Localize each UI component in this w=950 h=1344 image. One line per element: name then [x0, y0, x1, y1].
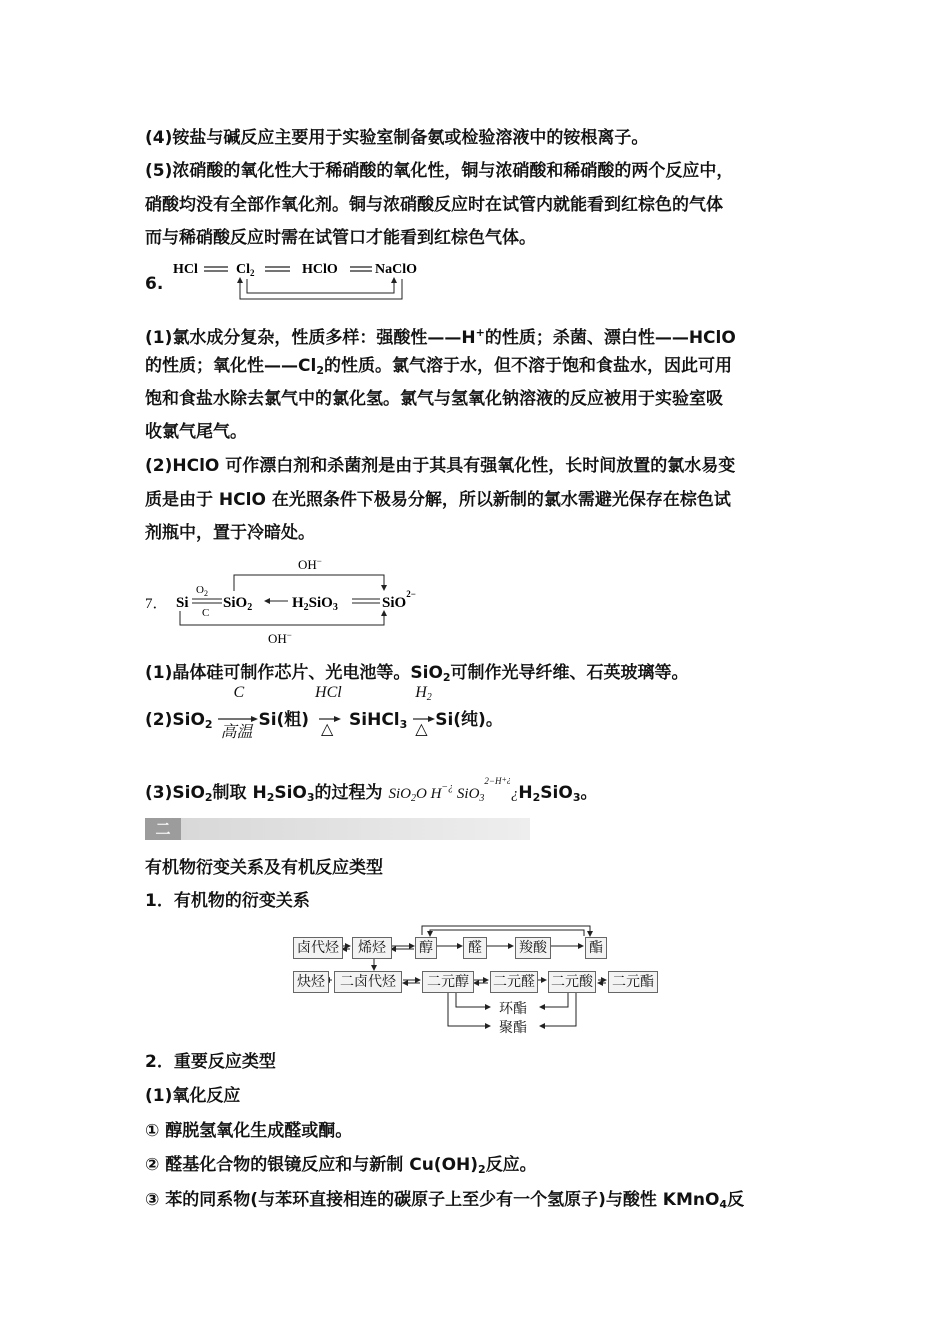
arrow-hcl-heat: HCl △ [315, 684, 342, 738]
para-6-2-line-3: 剂瓶中，置于冷暗处。 [145, 523, 315, 543]
oh-top-label: OH− [298, 556, 322, 572]
silicon-diagram [170, 553, 440, 648]
para-6-2-line-2: 质是由于 HClO 在光照条件下极易分解，所以新制的氯水需避光保存在棕色试 [145, 490, 731, 510]
paragraph-4: (4)铵盐与碱反应主要用于实验室制备氨或检验溶液中的铵根离子。 [145, 128, 649, 148]
oh-bottom-label: OH− [268, 630, 292, 646]
formula-sio2: SiO$_2$O H−¿ SiO$_3^{2-H+¿}$¿ [388, 775, 519, 804]
node-aldehyde: 醛 [463, 937, 487, 959]
paragraph-5-line-2: 硝酸均没有全部作氧化剂。铜与浓硝酸反应时在试管内就能看到红棕色的气体 [145, 195, 723, 215]
sio2-label: SiO$_2$ [223, 595, 253, 613]
section-title: 有机物衍变关系及有机反应类型 [145, 858, 383, 878]
node-diester: 二元酯 [608, 971, 658, 993]
node-alcohol: 醇 [415, 937, 437, 959]
hcl-label: HCl [173, 262, 198, 277]
para-6-1-line-4: 收氯气尾气。 [145, 422, 247, 442]
paragraph-5-line-1: (5)浓硝酸的氧化性大于稀硝酸的氧化性，铜与浓硝酸和稀硝酸的两个反应中， [145, 161, 734, 181]
cl2-label: $Cl_2$ [236, 262, 255, 278]
section-tag: 二 [145, 818, 181, 840]
para-7-2: (2)SiO$_2$ C 高温 Si(粗) HCl △ SiHCl$_3$ H2 △ Si(纯)。 [145, 684, 503, 741]
node-ester: 酯 [585, 937, 607, 959]
para-7-1: (1)晶体硅可制作芯片、光电池等。SiO$_2$可制作光导纤维、石英玻璃等。 [145, 663, 689, 684]
item-6-number: 6. [145, 274, 164, 294]
arrow-c-high-temp: C 高温 [218, 710, 258, 730]
subheading-1: 1．有机物的衍变关系 [145, 891, 310, 911]
subheading-2: 2．重要反应类型 [145, 1052, 276, 1072]
si-label: Si [176, 595, 189, 611]
oxidation-item-2: ② 醛基化合物的银镜反应和与新制 $Cu(OH)_2$反应。 [145, 1155, 537, 1176]
h2sio3-label: $H_2SiO_3$ [292, 595, 338, 613]
chlorine-diagram [170, 255, 430, 305]
paragraph-5-line-3: 而与稀硝酸反应时需在试管口才能看到红棕色气体。 [145, 228, 536, 248]
node-alkyne: 炔烃 [293, 971, 329, 993]
node-alkene: 烯烃 [352, 937, 392, 959]
arrow-h2-heat: H2 △ [413, 710, 435, 730]
para-7-3: (3)SiO$_2$制取 $H_2SiO_3$的过程为 SiO$_2$O H−¿ $SiO_3^{2-H+¿}¿H_2SiO_3$。 [145, 775, 598, 804]
oxidation-item-3: ③ 苯的同系物(与苯环直接相连的碳原子上至少有一个氢原子)与酸性 KMnO$_4$反 [145, 1190, 745, 1211]
para-6-1-line-2: 的性质；氧化性$——Cl_2$的性质。氯气溶于水，但不溶于饱和食盐水，因此可用 [145, 356, 732, 377]
hclo-label: HClO [302, 262, 338, 277]
node-polyester: 聚酯 [499, 1020, 527, 1036]
node-diacid: 二元酸 [548, 971, 596, 993]
node-carboxylic-acid: 羧酸 [515, 937, 551, 959]
o2-label: $O_2$ [196, 584, 208, 598]
naclo-label: NaClO [375, 262, 417, 277]
item-7-number: 7． [145, 596, 168, 612]
node-diol: 二元醇 [422, 971, 474, 993]
section-bar [145, 818, 530, 840]
para-6-1-line-3: 饱和食盐水除去氯气中的氯化氢。氯气与氢氧化钠溶液的反应被用于实验室吸 [145, 389, 723, 409]
oxidation-item-1: ① 醇脱氢氧化生成醛或酮。 [145, 1121, 353, 1141]
para-6-2-line-1: (2)HClO 可作漂白剂和杀菌剂是由于其具有强氧化性，长时间放置的氯水易变 [145, 456, 736, 476]
node-dihaloalkane: 二卤代烃 [334, 971, 402, 993]
node-cyclic-ester: 环酯 [499, 1001, 527, 1017]
sio3-label: SiO$^{2-}$ [382, 589, 416, 611]
para-6-1-line-1: (1)氯水成分复杂，性质多样：强酸性——H+的性质；杀菌、漂白性——HClO [145, 326, 736, 348]
node-haloalkane: 卤代烃 [293, 937, 343, 959]
oxidation-heading: (1)氧化反应 [145, 1086, 241, 1106]
c-label: C [202, 607, 210, 619]
node-dialdehyde: 二元醛 [490, 971, 538, 993]
